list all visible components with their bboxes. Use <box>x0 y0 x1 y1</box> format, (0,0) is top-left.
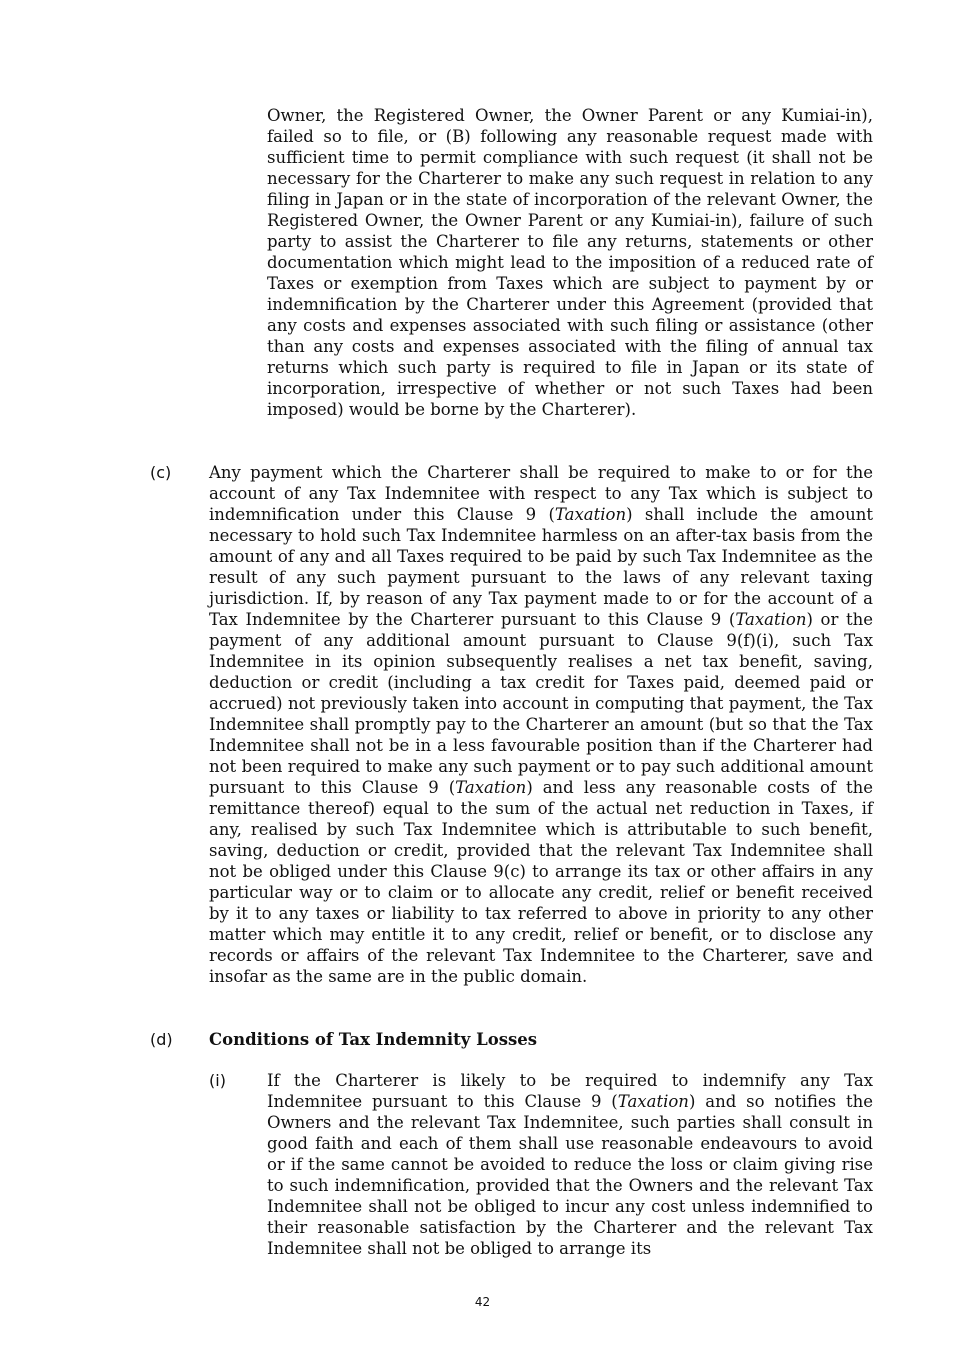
clause-d-label: (d) <box>150 1030 173 1049</box>
clause-d-i-paragraph: If the Charterer is likely to be required to indemnify any Tax Indemnitee pursuant to this Clause 9 (Taxation) and so notifies the Owners and the relevant Tax Indemnitee, such parties shall consult in good faith and each of them shall use reasonable endeavours to avoid or if the same cannot be avoided to reduce the loss or claim giving rise to such indemnification, provided that the Owners and the relevant Tax Indemnitee shall not be obliged to incur any cost unless indemnified to their reasonable satisfaction by the Charterer and the relevant Tax Indemnitee shall not be obliged to arrange its <box>267 1071 873 1258</box>
clause-d-heading: Conditions of Tax Indemnity Losses <box>209 1030 538 1049</box>
clause-d-i-italic-taxation: Taxation <box>617 1092 689 1111</box>
clause-c-paragraph: Any payment which the Charterer shall be required to make to or for the account of any Tax Indemnitee with respect to any Tax which is subject to indemnification under this Clause 9 (Taxation) shall include the amount necessary to hold such Tax Indemnitee harmless on an after-tax basis from the amount of any and all Taxes required to be paid by such Tax Indemnitee as the result of any such payment pursuant to the laws of any relevant taxing jurisdiction. If, by reason of any Tax payment made to or for the account of a Tax Indemnitee by the Charterer pursuant to this Clause 9 (Taxation) or the payment of any additional amount pursuant to Clause 9(f)(i), such Tax Indemnitee in its opinion subsequently realises a net tax benefit, saving, deduction or credit (including a tax credit for Taxes paid, deemed paid or accrued) not previously taken into account in computing that payment, the Tax Indemnitee shall promptly pay to the Charterer an amount (but so that the Tax Indemnitee shall not be in a less favourable position than if the Charterer had not been required to make any such payment or to pay such additional amount pursuant to this Clause 9 (Taxation) and less any reasonable costs of the remittance thereof) equal to the sum of the actual net reduction in Taxes, if any, realised by such Tax Indemnitee which is attributable to such benefit, saving, deduction or credit, provided that the relevant Tax Indemnitee shall not be obliged under this Clause 9(c) to arrange its tax or other affairs in any particular way or to claim or to allocate any credit, relief or benefit received by it to any taxes or liability to tax referred to above in priority to any other matter which may entitle it to any credit, relief or benefit, or to disclose any records or affairs of the relevant Tax Indemnitee to the Charterer, save and insofar as the same are in the public domain. <box>209 463 873 986</box>
clause-d-i-label: (i) <box>209 1071 226 1090</box>
clause-c-italic-taxation-2: Taxation <box>735 610 807 629</box>
clause-c-label: (c) <box>150 463 172 482</box>
continuation-paragraph: Owner, the Registered Owner, the Owner Parent or any Kumiai-in), failed so to file, or (B) following any reasonable request made with sufficient time to permit compliance with such request (it shall not be necessary for the Charterer to make any such request in relation to any filing in Japan or in the state of incorporation of the relevant Owner, the Registered Owner, the Owner Parent or any Kumiai-in), failure of such party to assist the Charterer to file any returns, statements or other documentation which might lead to the imposition of a reduced rate of Taxes or exemption from Taxes which are subject to payment by or indemnification by the Charterer under this Agreement (provided that any costs and expenses associated with such filing or assistance (other than any costs and expenses associated with the filing of annual tax returns which such party is required to file in Japan or its state of incorporation, irrespective of whether or not such Taxes had been imposed) would be borne by the Charterer). <box>267 106 873 419</box>
clause-c-italic-taxation-1: Taxation <box>554 505 627 524</box>
page-number: 42 <box>474 1295 491 1309</box>
clause-c-italic-taxation-3: Taxation <box>455 778 527 797</box>
